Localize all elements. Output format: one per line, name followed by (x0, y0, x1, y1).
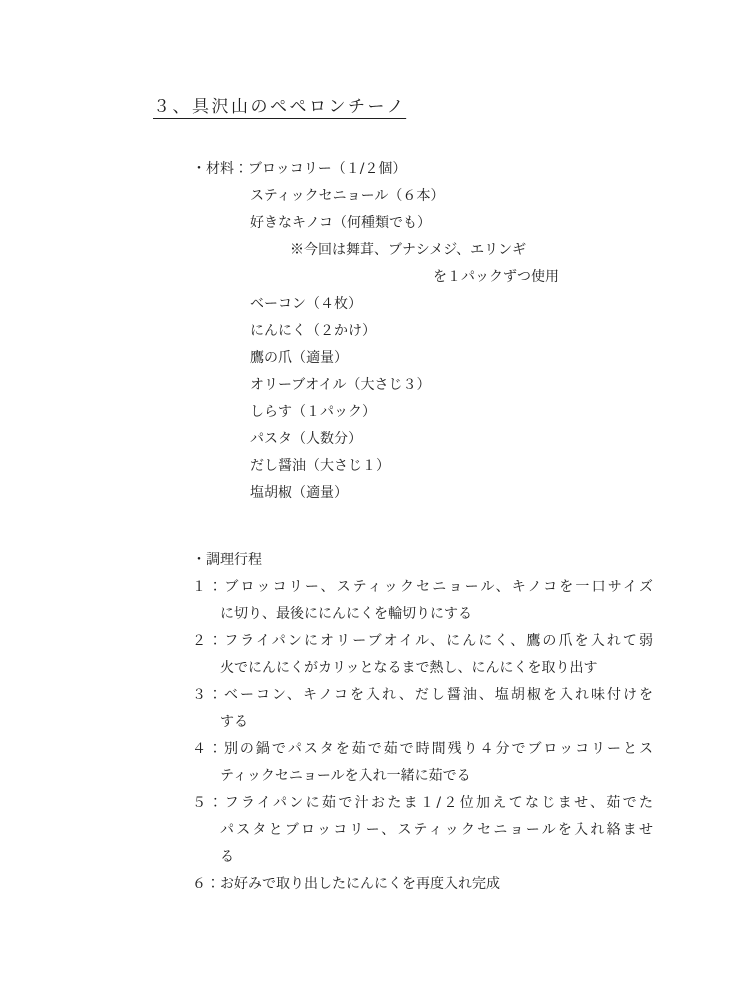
steps-list (192, 574, 653, 898)
recipe-title: ３、具沢山のペペロンチーノ (153, 97, 407, 117)
ingredients-label: ・材料： (192, 161, 248, 177)
ingredient-item: パスタ（人数分） (250, 431, 362, 447)
ingredient-item: オリーブオイル（大さじ３） (250, 377, 431, 393)
step-line-continuation: 火でにんにくがカリッとなるまで熱し、にんにくを取り出す (220, 660, 598, 676)
ingredient-item: にんにく（２かけ） (250, 323, 376, 339)
step-line-continuation: ティックセニョールを入れ一緒に茹でる (220, 768, 471, 784)
step-line-start: ４：別の鍋でパスタを茹で茹で時間残り４分でブロッコリーとス (192, 741, 653, 757)
ingredient-item: 塩胡椒（適量） (250, 485, 348, 501)
steps-section (192, 547, 653, 898)
ingredients-heading-line (192, 156, 653, 183)
ingredient-item: ベーコン（４枚） (250, 296, 362, 312)
ingredient-item: だし醤油（大さじ１） (250, 458, 390, 474)
ingredient-list (192, 183, 653, 507)
step-line-start: １：ブロッコリー、スティックセニョール、キノコを一口サイズ (192, 579, 653, 595)
ingredient-item: 好きなキノコ（何種類でも） (250, 215, 432, 231)
ingredient-item: を１パックずつ使用 (433, 269, 559, 285)
step-line-start: ３：ベーコン、キノコを入れ、だし醤油、塩胡椒を入れ味付けを (192, 687, 653, 703)
ingredient-item: 鷹の爪（適量） (250, 350, 348, 366)
step-line-continuation: に切り、最後ににんにくを輪切りにする (220, 606, 472, 622)
step-line-continuation: る (220, 849, 234, 865)
ingredient-item: しらす（１パック） (250, 404, 376, 420)
ingredient-item: ブロッコリー（１/２個） (248, 161, 407, 177)
ingredients-section (192, 156, 653, 507)
step-line-continuation: する (220, 714, 248, 730)
ingredient-item: スティックセニョール（６本） (250, 188, 445, 204)
step-line-continuation: パスタとブロッコリー、スティックセニョールを入れ絡ませ (220, 822, 653, 838)
step-line-start: ５：フライパンに茹で汁おたま１/２位加えてなじませ、茹でた (192, 795, 653, 811)
step-line-start: ２：フライパンにオリーブオイル、にんにく、鷹の爪を入れて弱 (192, 633, 653, 649)
steps-heading: ・調理行程 (192, 552, 262, 568)
step-line-start: ６：お好みで取り出したにんにくを再度入れ完成 (192, 876, 500, 892)
ingredient-item: ※今回は舞茸、ブナシメジ、エリンギ (290, 242, 527, 258)
